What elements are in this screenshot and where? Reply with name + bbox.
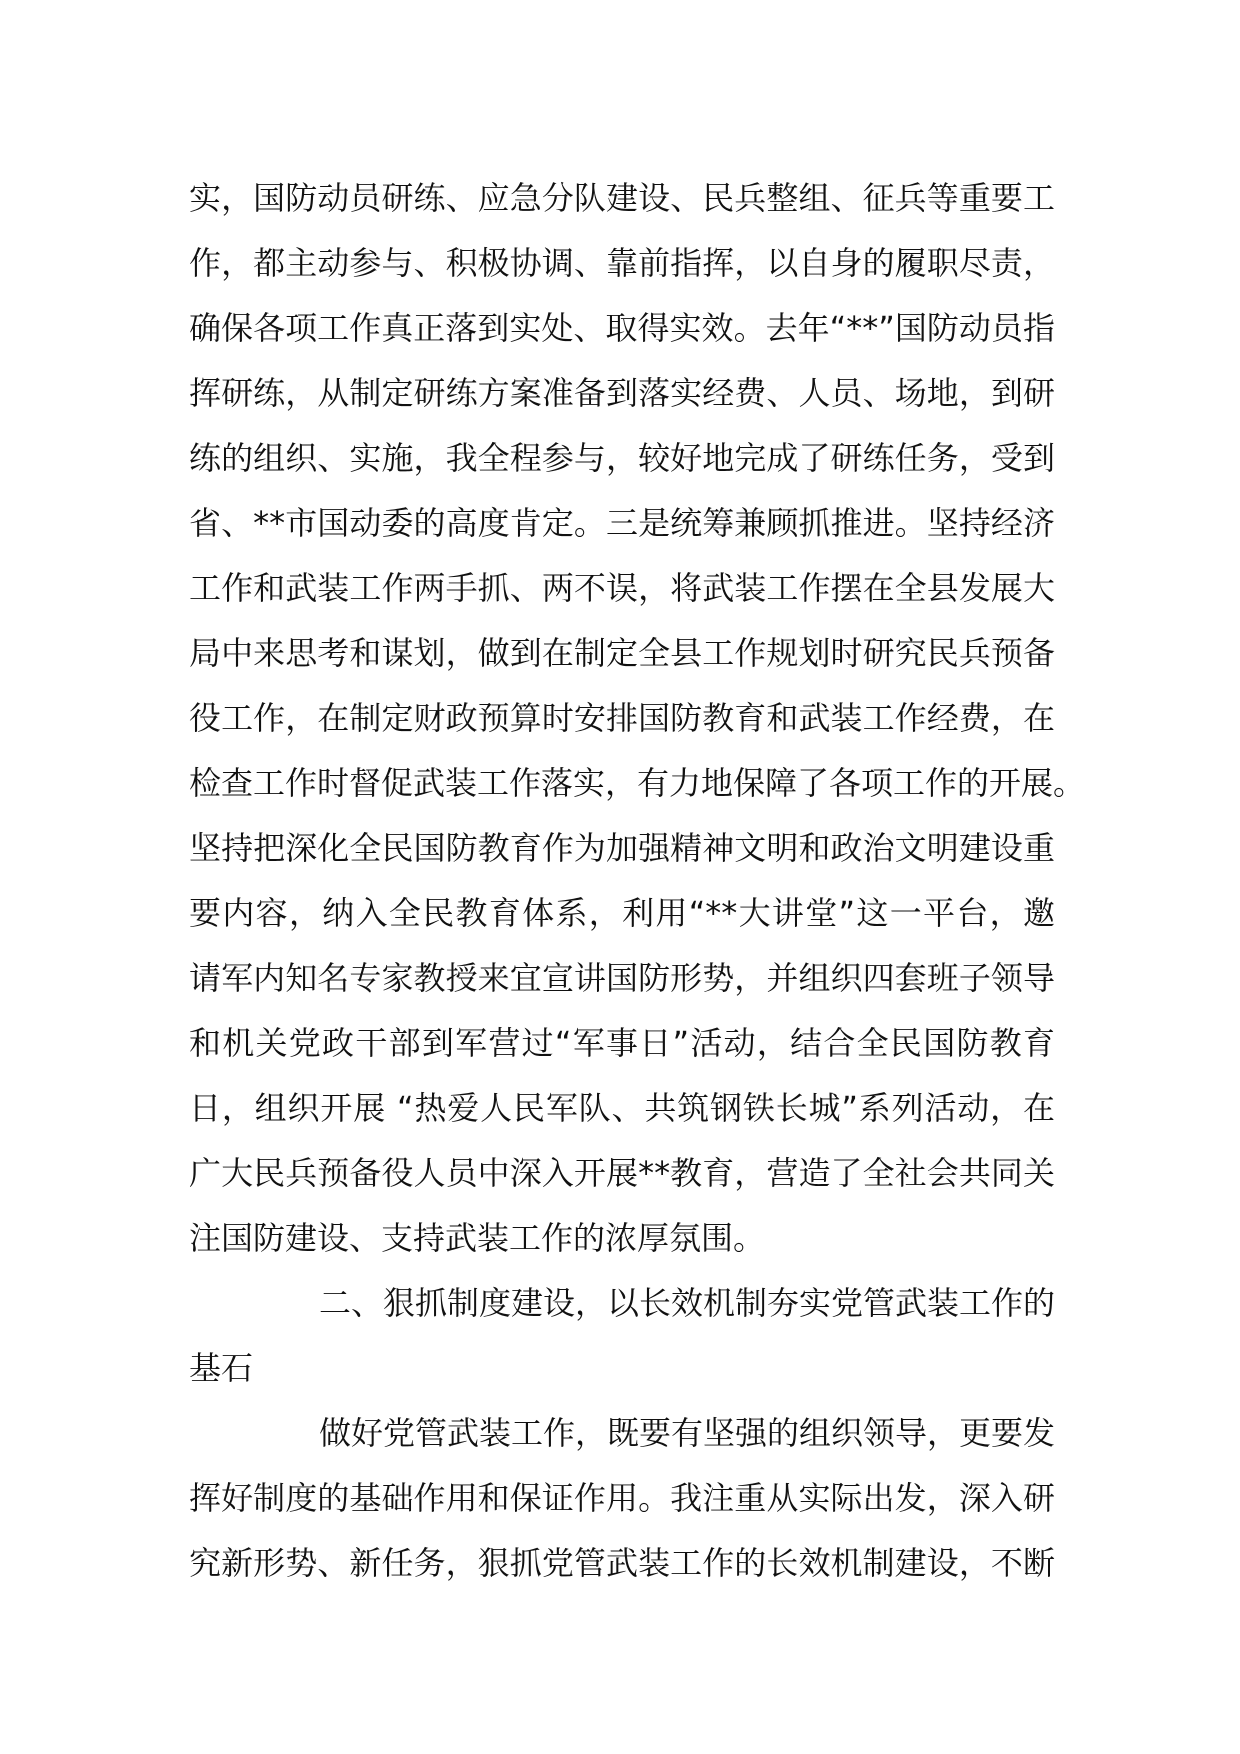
- text-line: 要内容，纳入全民教育体系，利用“**大讲堂”这一平台，邀: [189, 894, 1055, 932]
- text-line: 请军内知名专家教授来宜宣讲国防形势，并组织四套班子领导: [189, 959, 1055, 997]
- text-line: 练的组织、实施，我全程参与，较好地完成了研练任务，受到: [189, 439, 1055, 477]
- text-line: 确保各项工作真正落到实处、取得实效。去年“**”国防动员指: [189, 309, 1055, 347]
- text-line: 和机关党政干部到军营过“军事日”活动，结合全民国防教育: [189, 1024, 1055, 1062]
- text-line: 局中来思考和谋划，做到在制定全县工作规划时研究民兵预备: [189, 634, 1055, 672]
- text-line: 究新形势、新任务，狠抓党管武装工作的长效机制建设，不断: [189, 1544, 1055, 1582]
- text-line: 挥研练，从制定研练方案准备到落实经费、人员、场地，到研: [189, 374, 1055, 412]
- text-line: 役工作，在制定财政预算时安排国防教育和武装工作经费，在: [189, 699, 1055, 737]
- text-line: 做好党管武装工作，既要有坚强的组织领导，更要发: [319, 1414, 1056, 1452]
- text-line: 坚持把深化全民国防教育作为加强精神文明和政治文明建设重: [189, 829, 1055, 867]
- section-heading: [189, 1271, 1055, 1401]
- text-line: 广大民兵预备役人员中深入开展**教育，营造了全社会共同关: [189, 1154, 1055, 1192]
- text-line: 省、**市国动委的高度肯定。三是统筹兼顾抓推进。坚持经济: [189, 504, 1055, 542]
- document-body: [189, 166, 1086, 1596]
- text-line: 实，国防动员研练、应急分队建设、民兵整组、征兵等重要工: [189, 179, 1055, 217]
- text-line: 日，组织开展 “热爱人民军队、共筑钢铁长城”系列活动，在: [189, 1089, 1055, 1127]
- text-line: 注国防建设、支持武装工作的浓厚氛围。: [189, 1219, 766, 1257]
- text-line: 挥好制度的基础作用和保证作用。我注重从实际出发，深入研: [189, 1479, 1055, 1517]
- paragraph: [189, 1401, 1055, 1596]
- paragraph: [189, 166, 1086, 1271]
- heading-line: 基石: [189, 1349, 254, 1387]
- text-line: 作，都主动参与、积极协调、靠前指挥，以自身的履职尽责，: [189, 244, 1055, 282]
- heading-line: 二、狠抓制度建设，以长效机制夯实党管武装工作的: [319, 1284, 1056, 1322]
- text-line: 工作和武装工作两手抓、两不误，将武装工作摆在全县发展大: [189, 569, 1055, 607]
- text-line: 检查工作时督促武装工作落实，有力地保障了各项工作的开展。: [189, 764, 1086, 802]
